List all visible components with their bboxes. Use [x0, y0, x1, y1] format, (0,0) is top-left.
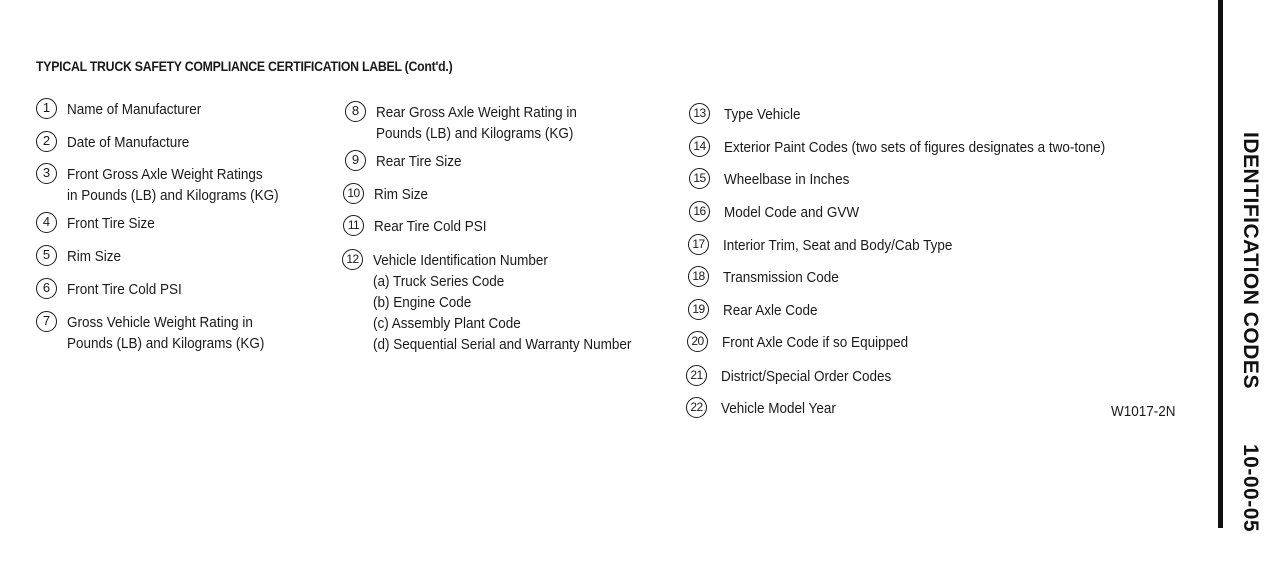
- margin-rule: [1218, 0, 1223, 528]
- item-number-badge: 1: [36, 98, 57, 119]
- item-label: Wheelbase in Inches: [724, 171, 850, 188]
- item-label: Model Code and GVW: [724, 204, 860, 221]
- item-label: Front Tire Cold PSI: [67, 281, 182, 298]
- item-label: Rear Tire Size: [376, 153, 462, 170]
- item-number-badge: 13: [689, 103, 710, 124]
- item-number-badge: 17: [688, 234, 709, 255]
- item-label: Front Axle Code if so Equipped: [722, 334, 909, 351]
- item-number-badge: 14: [689, 136, 710, 157]
- page-number: 10-00-05: [1239, 444, 1262, 533]
- item-number-badge: 7: [36, 311, 57, 332]
- item-label: Interior Trim, Seat and Body/Cab Type: [723, 237, 953, 254]
- item-number-badge: 22: [686, 397, 707, 418]
- item-number-badge: 2: [36, 131, 57, 152]
- item-number-badge: 10: [343, 183, 364, 204]
- section-heading: IDENTIFICATION CODES: [1239, 132, 1262, 389]
- item-label: District/Special Order Codes: [721, 368, 892, 385]
- item-label: Name of Manufacturer: [67, 101, 202, 118]
- item-label: Rear Tire Cold PSI: [374, 218, 487, 235]
- item-number-badge: 5: [36, 245, 57, 266]
- item-number-badge: 21: [686, 365, 707, 386]
- item-number-badge: 16: [689, 201, 710, 222]
- item-label: Rim Size: [67, 248, 122, 265]
- item-label: Type Vehicle: [724, 106, 801, 123]
- item-label: Date of Manufacture: [67, 134, 190, 151]
- item-number-badge: 8: [345, 101, 366, 122]
- item-number-badge: 19: [688, 299, 709, 320]
- item-number-badge: 15: [689, 168, 710, 189]
- item-label: Gross Vehicle Weight Rating in Pounds (LB) and Kilograms (KG): [67, 314, 265, 352]
- item-label: Rear Gross Axle Weight Rating in Pounds (LB) and Kilograms (KG): [376, 104, 577, 142]
- figure-code: W1017-2N: [1111, 403, 1176, 420]
- item-label: Front Tire Size: [67, 215, 155, 232]
- page-title: TYPICAL TRUCK SAFETY COMPLIANCE CERTIFICATION LABEL (Cont'd.): [36, 58, 453, 74]
- item-label: Vehicle Model Year: [721, 400, 836, 417]
- item-number-badge: 6: [36, 278, 57, 299]
- item-label: Front Gross Axle Weight Ratings in Pounds (LB) and Kilograms (KG): [67, 166, 279, 204]
- item-label: Transmission Code: [723, 269, 839, 286]
- item-label: Rear Axle Code: [723, 302, 818, 319]
- item-number-badge: 9: [345, 150, 366, 171]
- item-number-badge: 11: [343, 215, 364, 236]
- item-label: Exterior Paint Codes (two sets of figures designates a two-tone): [724, 139, 1106, 156]
- item-number-badge: 20: [687, 331, 708, 352]
- item-label: Vehicle Identification Number (a) Truck Series Code (b) Engine Code (c) Assembly Plant Code (d) Sequential Serial and Warranty Number: [373, 252, 632, 353]
- item-number-badge: 4: [36, 212, 57, 233]
- item-number-badge: 3: [36, 163, 57, 184]
- item-number-badge: 18: [688, 266, 709, 287]
- item-number-badge: 12: [342, 249, 363, 270]
- item-label: Rim Size: [374, 186, 429, 203]
